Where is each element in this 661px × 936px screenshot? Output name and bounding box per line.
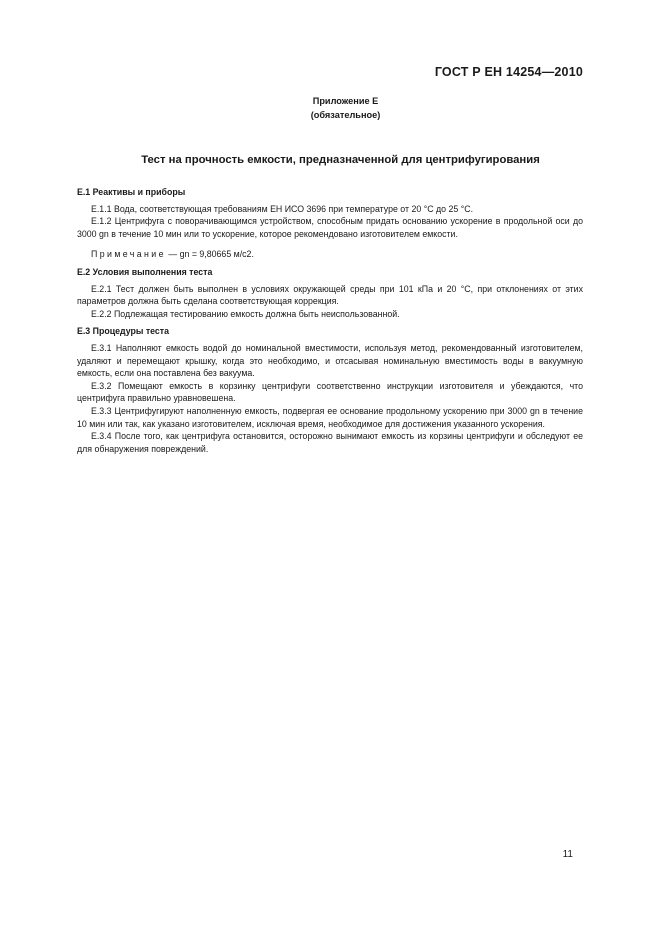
paragraph: Е.3.3 Центрифугируют наполненную емкость, подвергая ее основание продольному ускорению при 3000 gn в течение 10 мин или так, как указано изготовителем, исключая время, необходимое для достижения указанного ускорения. xyxy=(77,405,583,429)
note-text: — gn = 9,80665 м/с2. xyxy=(165,249,254,260)
annex-label: Приложение Е xyxy=(312,96,379,106)
paragraph: Е.3.2 Помещают емкость в корзинку центрифуги соответственно инструкции изготовителя и убеждаются, что центрифуга правильно уравновешена. xyxy=(77,380,583,404)
annex-title: Тест на прочность емкости, предназначенной для центрифугирования xyxy=(141,154,540,166)
document-body xyxy=(77,186,583,455)
note xyxy=(77,248,583,261)
section-heading: Е.3 Процедуры теста xyxy=(77,326,169,337)
section-heading: Е.1 Реактивы и приборы xyxy=(77,187,186,197)
annex-header xyxy=(0,94,661,122)
paragraph: Е.2.2 Подлежащая тестированию емкость должна быть неиспользованной. xyxy=(91,308,400,319)
page-number: 11 xyxy=(562,849,573,860)
annex-status: (обязательное) xyxy=(310,110,381,120)
paragraph: Е.2.1 Тест должен быть выполнен в условиях окружающей среды при 101 кПа и 20 °С, при отклонениях от этих параметров должна быть сделана соответствующая коррекция. xyxy=(77,283,583,307)
standard-number: ГОСТ Р ЕН 14254—2010 xyxy=(434,65,583,79)
section-heading: Е.2 Условия выполнения теста xyxy=(77,266,213,277)
paragraph: Е.1.1 Вода, соответствующая требованиям ЕН ИСО 3696 при температуре от 20 °С до 25 °С. xyxy=(91,203,474,214)
paragraph: Е.3.4 После того, как центрифуга остановится, осторожно вынимают емкость из корзины центрифуги и обследуют ее для обнаружения повреждений. xyxy=(77,431,583,454)
note-label: Примечание xyxy=(91,249,166,260)
paragraph: Е.3.1 Наполняют емкость водой до номинальной вместимости, используя метод, рекомендованный изготовителем, удаляют и перемещают крышку, когда это необходимо, и отсасывая номинальную вместимость воды в вакуумную емкость, если она поставлена без вакуума. xyxy=(77,342,583,379)
paragraph: Е.1.2 Центрифуга с поворачивающимся устройством, способным придать основанию ускорение в продольной оси до 3000 gn в течение 10 мин или то ускорение, которое рекомендовано изготовителем емкости. xyxy=(77,216,583,239)
